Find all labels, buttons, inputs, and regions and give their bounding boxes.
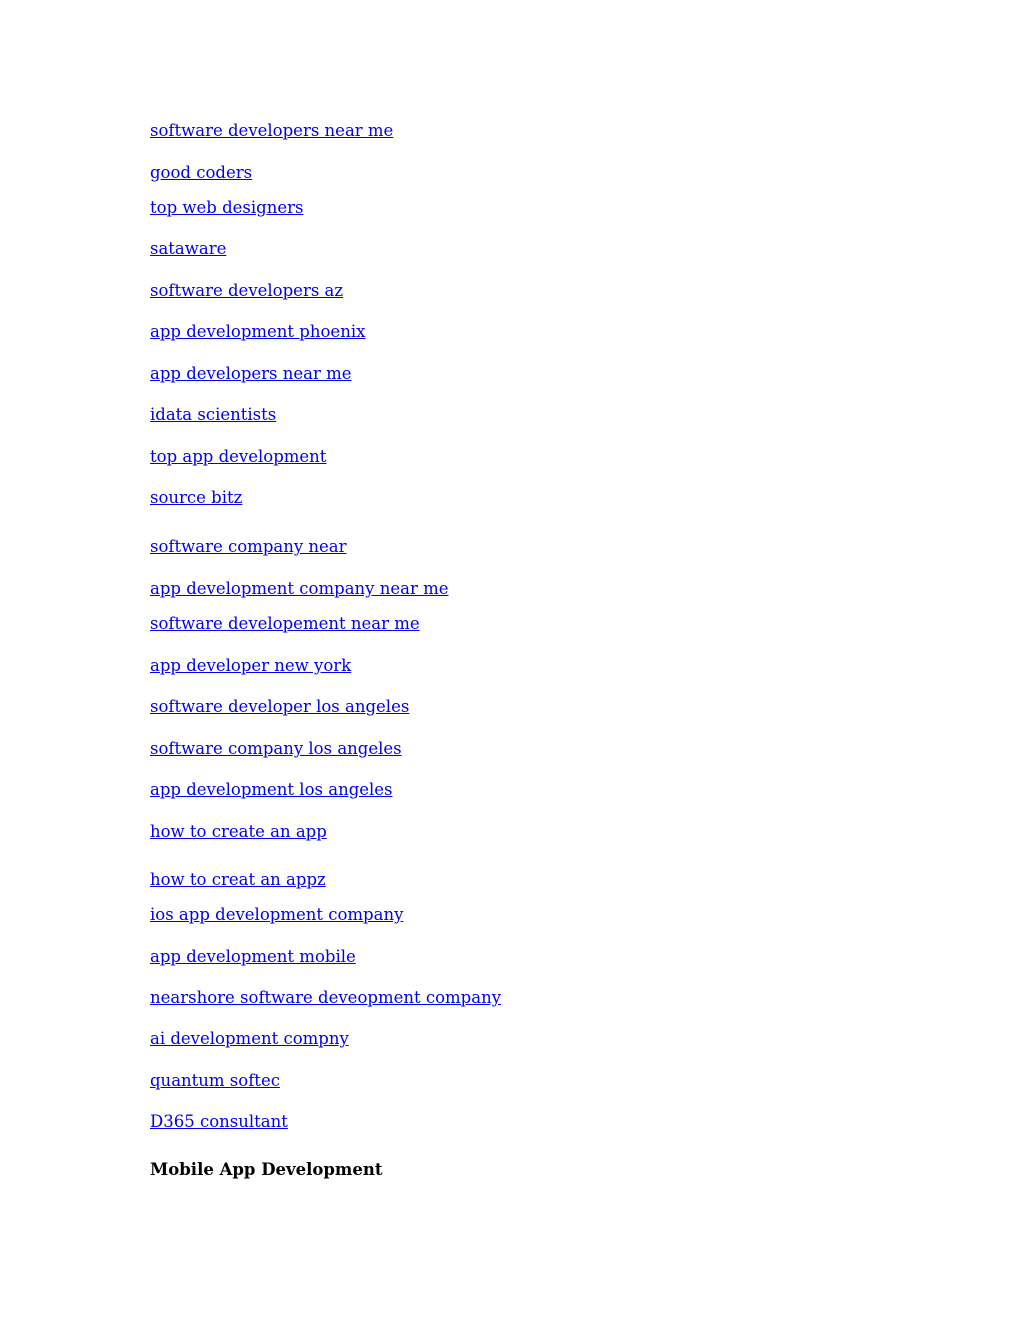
link-app-developer-new-york[interactable]: app developer new york <box>150 656 352 675</box>
link-app-development-phoenix[interactable]: app development phoenix <box>150 322 366 341</box>
link-software-developer-los-angeles[interactable]: software developer los angeles <box>150 697 410 716</box>
link-ios-app-development-company[interactable]: ios app development company <box>150 905 404 924</box>
link-software-developement-near-me[interactable]: software developement near me <box>150 614 420 633</box>
link-top-web-designers[interactable]: top web designers <box>150 198 304 217</box>
link-app-development-los-angeles[interactable]: app development los angeles <box>150 780 393 799</box>
link-good-coders[interactable]: good coders <box>150 163 253 182</box>
link-quantum-softec[interactable]: quantum softec <box>150 1071 280 1090</box>
link-how-to-creat-an-appz[interactable]: how to creat an appz <box>150 870 326 889</box>
link-app-development-mobile[interactable]: app development mobile <box>150 947 356 966</box>
section-heading: Mobile App Development <box>150 1160 383 1179</box>
link-nearshore-software-deveopment-company[interactable]: nearshore software deveopment company <box>150 988 502 1007</box>
link-app-developers-near-me[interactable]: app developers near me <box>150 364 352 383</box>
link-software-developers-az[interactable]: software developers az <box>150 281 344 300</box>
link-software-company-los-angeles[interactable]: software company los angeles <box>150 739 402 758</box>
link-how-to-create-an-app[interactable]: how to create an app <box>150 822 327 841</box>
link-idata-scientists[interactable]: idata scientists <box>150 405 277 424</box>
link-top-app-development[interactable]: top app development <box>150 447 327 466</box>
link-software-company-near[interactable]: software company near <box>150 537 347 556</box>
link-software-developers-near-me[interactable]: software developers near me <box>150 121 394 140</box>
link-source-bitz[interactable]: source bitz <box>150 488 243 507</box>
link-app-development-company-near-me[interactable]: app development company near me <box>150 579 449 598</box>
link-ai-development-compny[interactable]: ai development compny <box>150 1029 349 1048</box>
link-sataware[interactable]: sataware <box>150 239 227 258</box>
link-d365-consultant[interactable]: D365 consultant <box>150 1112 288 1131</box>
